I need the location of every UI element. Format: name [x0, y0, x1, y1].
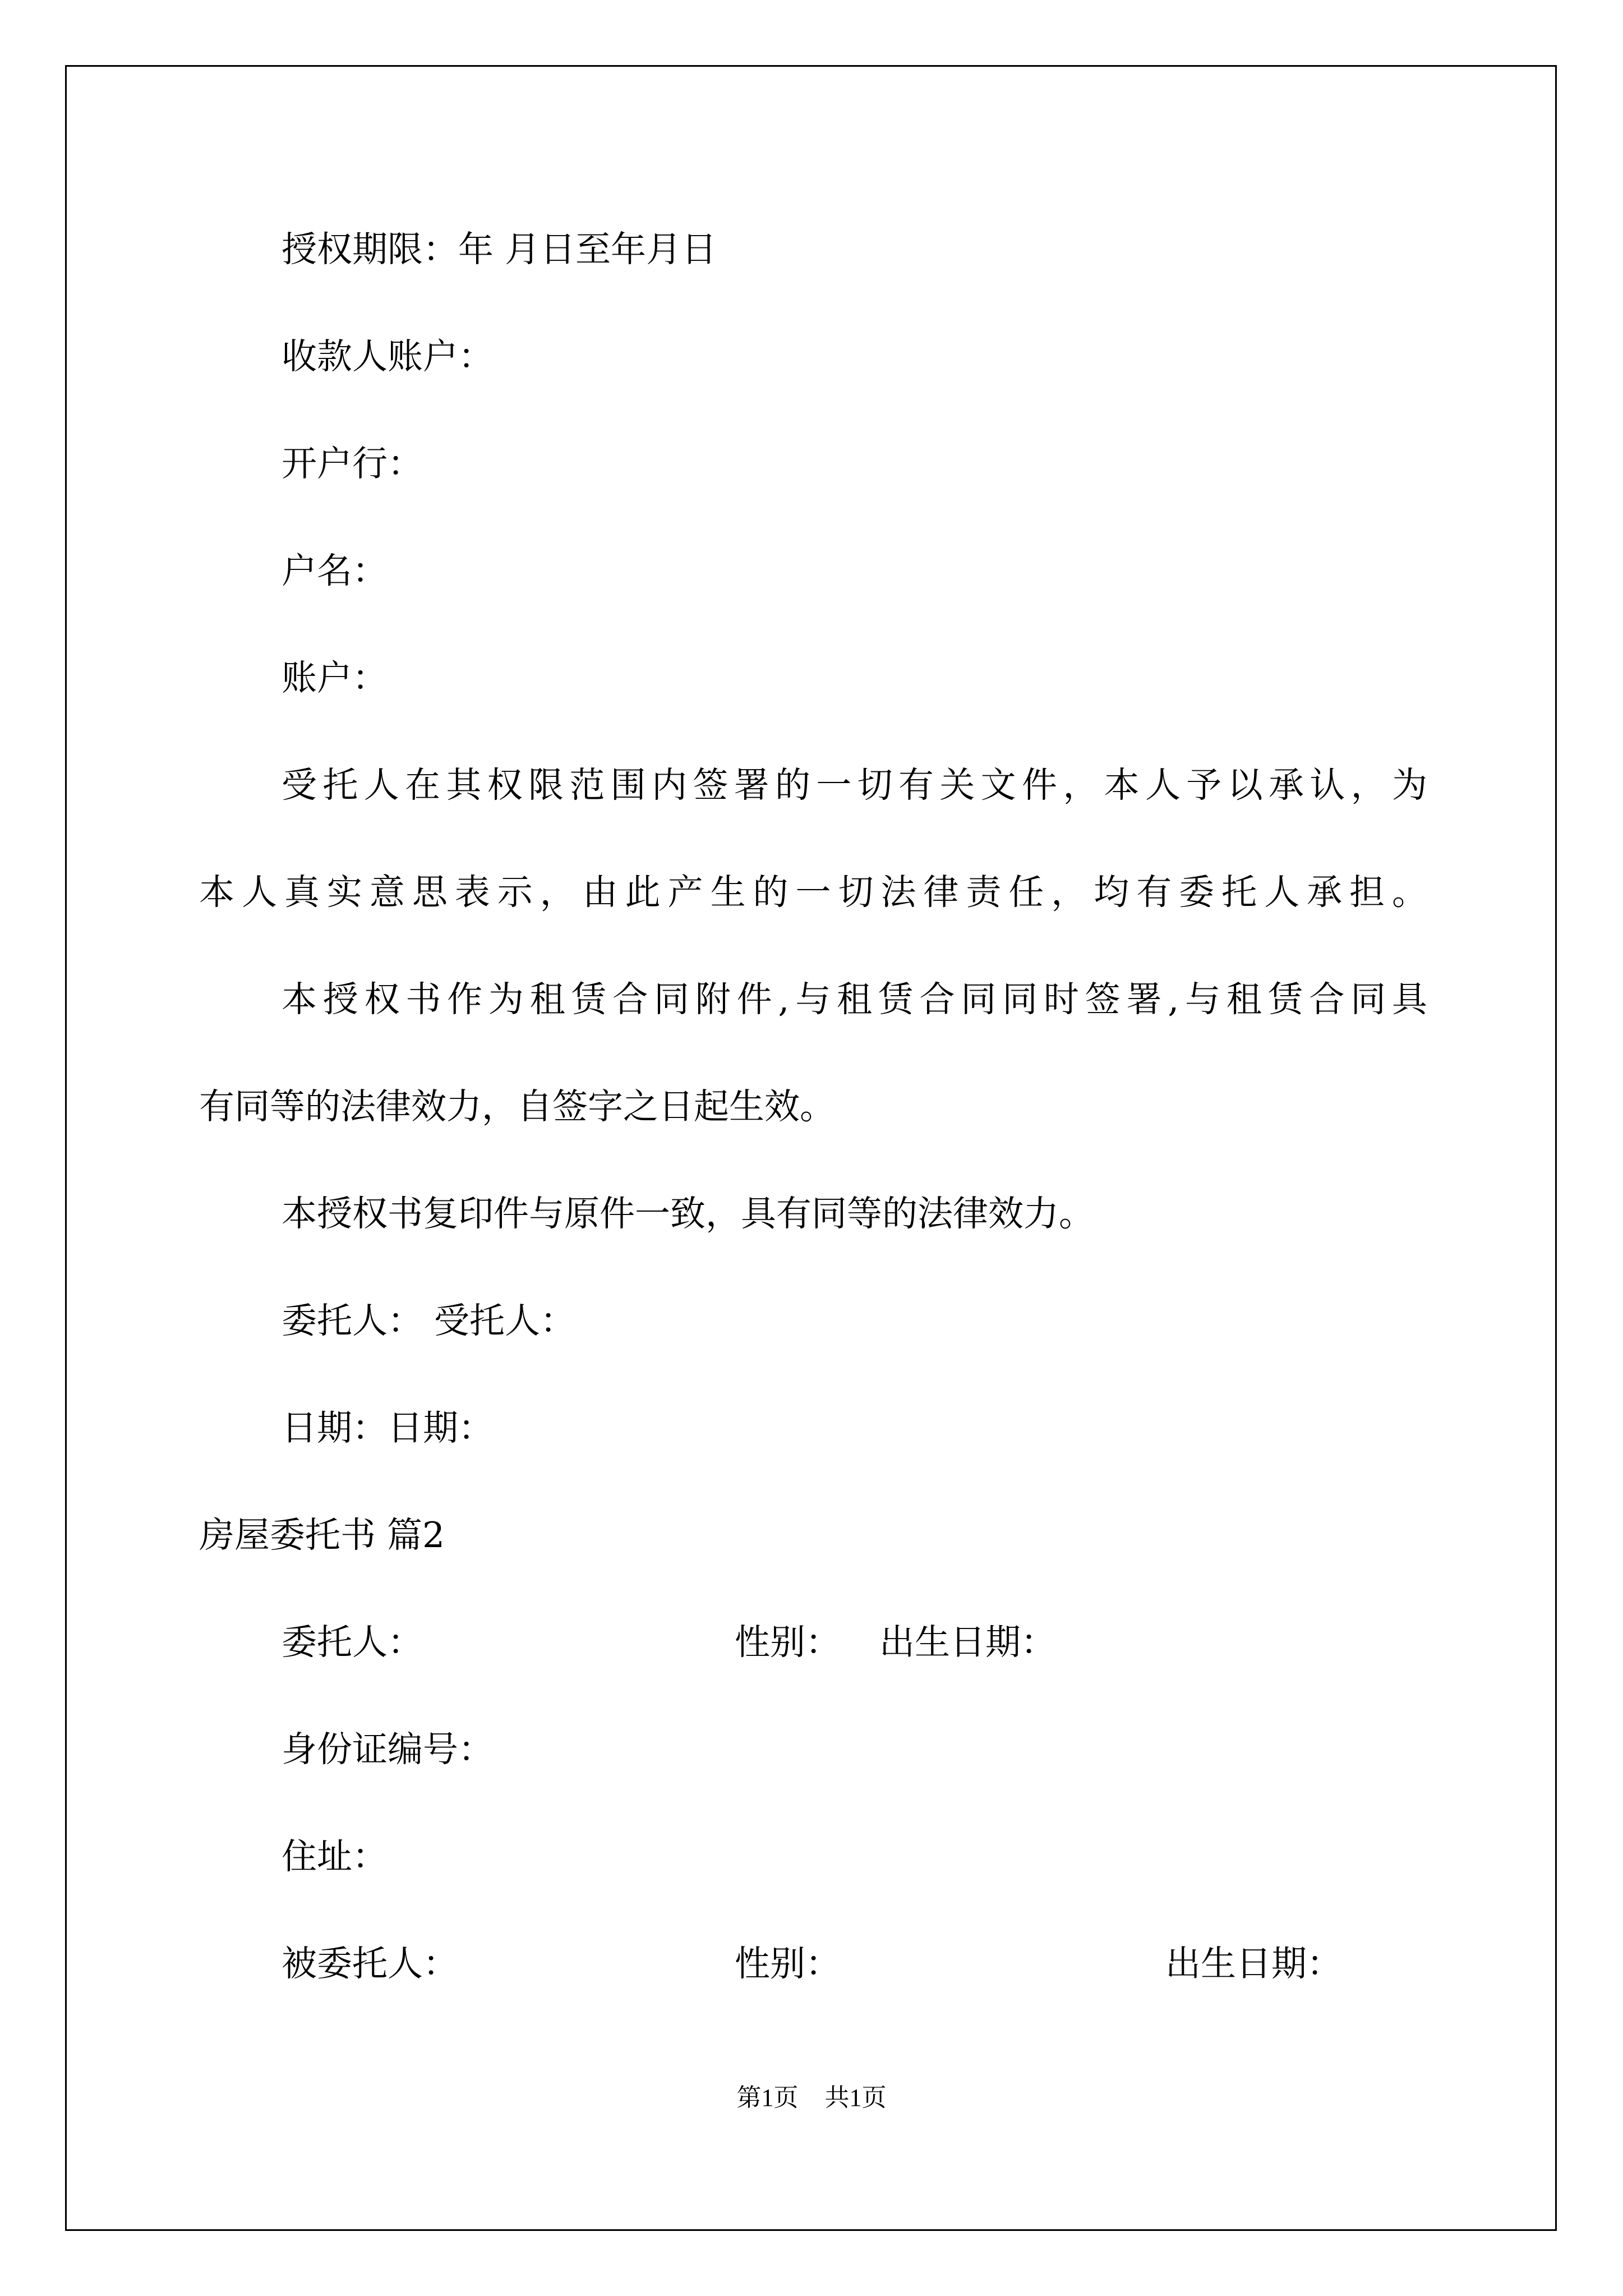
paragraph-line: 有同等的法律效力，自签字之日起生效。 — [199, 1086, 835, 1127]
payee-account-line: 收款人账户： — [282, 336, 494, 377]
paragraph-line: 本授权书复印件与原件一致，具有同等的法律效力。 — [282, 1193, 1094, 1234]
principal-gender-label: 性别： — [735, 1622, 841, 1663]
agent-row — [0, 1941, 1623, 1986]
section-title: 房屋委托书 篇2 — [199, 1515, 445, 1556]
account-name-line: 户名： — [282, 550, 388, 591]
page-current: 第1页 — [736, 2084, 799, 2111]
address-line: 住址： — [282, 1836, 388, 1877]
signature-line: 委托人： 受托人： — [282, 1300, 576, 1341]
principal-row — [0, 1620, 1623, 1665]
paragraph-line: 本授权书作为租赁合同附件,与租赁合同同时签署,与租赁合同具 — [282, 979, 1427, 1020]
page-total: 共1页 — [824, 2084, 887, 2111]
paragraph-line: 本人真实意思表示，由此产生的一切法律责任，均有委托人承担。 — [199, 872, 1427, 913]
account-number-line: 账户： — [282, 657, 388, 698]
date-line: 日期：日期： — [282, 1407, 494, 1448]
page-footer — [0, 2082, 1623, 2114]
agent-label: 被委托人： — [282, 1943, 458, 1984]
agent-gender-label: 性别： — [735, 1943, 841, 1984]
auth-period-line: 授权期限：年 月日至年月日 — [282, 229, 717, 270]
id-number-line: 身份证编号： — [282, 1729, 494, 1770]
bank-line: 开户行： — [282, 443, 423, 484]
agent-birth-label: 出生日期： — [1165, 1943, 1342, 1984]
page-border — [65, 65, 1557, 2231]
principal-label: 委托人： — [282, 1622, 423, 1663]
principal-birth-label: 出生日期： — [879, 1622, 1056, 1663]
paragraph-line: 受托人在其权限范围内签署的一切有关文件，本人予以承认，为 — [282, 765, 1427, 806]
